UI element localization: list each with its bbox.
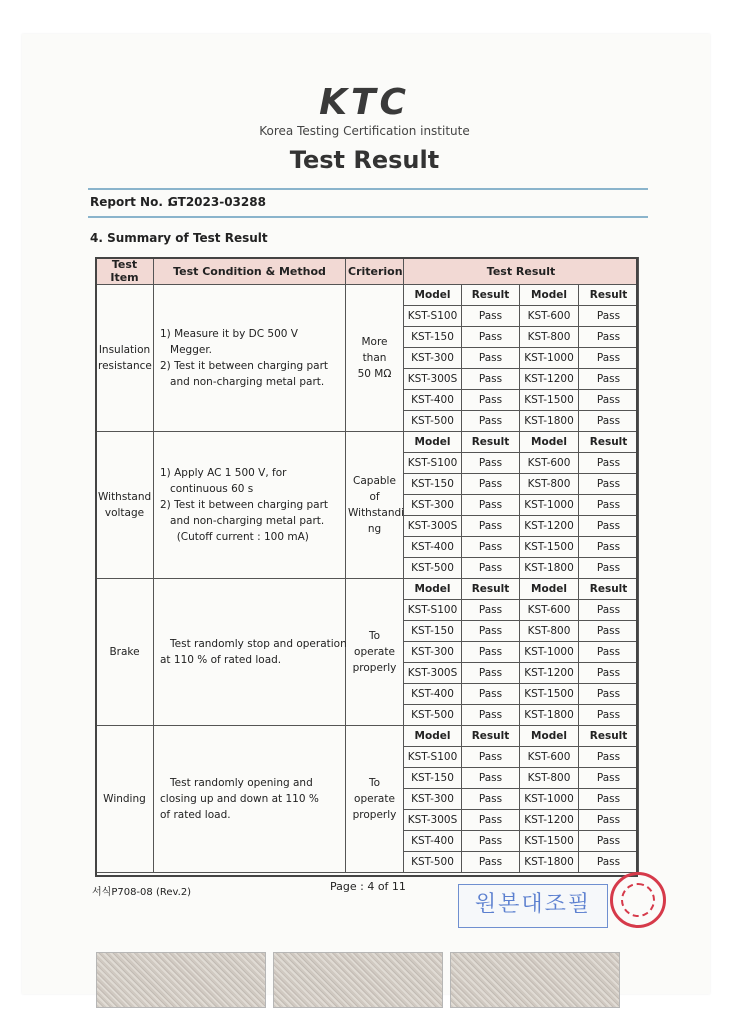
result-cell: Pass xyxy=(579,537,639,558)
result-cell: Pass xyxy=(462,495,520,516)
model-cell: KST-300S xyxy=(404,369,462,390)
model-cell: KST-S100 xyxy=(404,306,462,327)
criterion-cell xyxy=(346,432,404,579)
condition-line: and non-charging metal part. xyxy=(160,376,325,388)
official-seal xyxy=(610,872,666,928)
condition-line: (Cutoff current : 100 mA) xyxy=(160,531,309,543)
test-condition-cell xyxy=(154,726,346,873)
result-cell: Pass xyxy=(579,474,639,495)
result-cell: Pass xyxy=(579,516,639,537)
subheader-result: Result xyxy=(462,285,520,306)
criterion-cell xyxy=(346,726,404,873)
page-title: Test Result xyxy=(289,146,440,174)
header-test-item: Test Item xyxy=(96,258,154,285)
model-cell: KST-1500 xyxy=(520,684,579,705)
model-cell: KST-1800 xyxy=(520,558,579,579)
subheader-model: Model xyxy=(520,726,579,747)
test-condition-cell xyxy=(154,579,346,726)
model-cell: KST-1800 xyxy=(520,411,579,432)
model-cell: KST-500 xyxy=(404,705,462,726)
table-row xyxy=(96,285,639,306)
result-cell: Pass xyxy=(579,852,639,873)
criterion-line: ng xyxy=(367,523,382,535)
model-cell: KST-1000 xyxy=(520,642,579,663)
result-cell: Pass xyxy=(462,390,520,411)
result-cell: Pass xyxy=(462,810,520,831)
result-cell: Pass xyxy=(579,453,639,474)
result-cell: Pass xyxy=(462,789,520,810)
report-number-value: GT2023-03288 xyxy=(168,195,266,209)
criterion-line: properly xyxy=(352,809,397,821)
page-number: Page : 4 of 11 xyxy=(330,880,406,893)
model-cell: KST-300S xyxy=(404,663,462,684)
result-cell: Pass xyxy=(462,642,520,663)
result-cell: Pass xyxy=(579,411,639,432)
test-result-table xyxy=(95,257,639,873)
result-cell: Pass xyxy=(579,684,639,705)
model-cell: KST-150 xyxy=(404,621,462,642)
test-item-cell: Brake xyxy=(96,579,154,726)
model-cell: KST-1500 xyxy=(520,390,579,411)
model-cell: KST-800 xyxy=(520,768,579,789)
result-cell: Pass xyxy=(579,705,639,726)
section-title: 4. Summary of Test Result xyxy=(90,231,268,245)
security-strip xyxy=(450,952,620,1008)
condition-line: at 110 % of rated load. xyxy=(160,654,282,666)
result-cell: Pass xyxy=(579,327,639,348)
model-cell: KST-600 xyxy=(520,600,579,621)
result-cell: Pass xyxy=(462,705,520,726)
report-number-bar xyxy=(88,188,648,218)
security-strip xyxy=(273,952,443,1008)
model-cell: KST-S100 xyxy=(404,747,462,768)
model-cell: KST-1000 xyxy=(520,348,579,369)
condition-line: Test randomly stop and operation xyxy=(160,638,347,650)
model-cell: KST-300 xyxy=(404,348,462,369)
condition-line: 1) Measure it by DC 500 V xyxy=(160,328,298,340)
result-cell: Pass xyxy=(462,747,520,768)
model-cell: KST-300 xyxy=(404,642,462,663)
criterion-line: than xyxy=(362,352,387,364)
condition-line: continuous 60 s xyxy=(160,483,254,495)
subheader-result: Result xyxy=(462,432,520,453)
condition-line: 2) Test it between charging part xyxy=(160,360,329,372)
subheader-result: Result xyxy=(579,579,639,600)
model-cell: KST-400 xyxy=(404,390,462,411)
result-cell: Pass xyxy=(579,747,639,768)
result-cell: Pass xyxy=(462,306,520,327)
criterion-line: To xyxy=(368,630,381,642)
subheader-model: Model xyxy=(404,579,462,600)
model-cell: KST-1500 xyxy=(520,831,579,852)
model-cell: KST-1500 xyxy=(520,537,579,558)
result-cell: Pass xyxy=(579,495,639,516)
table-row xyxy=(96,726,639,747)
result-cell: Pass xyxy=(462,621,520,642)
criterion-line: properly xyxy=(352,662,397,674)
result-cell: Pass xyxy=(579,768,639,789)
result-cell: Pass xyxy=(579,663,639,684)
header-criterion: Criterion xyxy=(346,258,404,285)
subheader-result: Result xyxy=(462,726,520,747)
result-cell: Pass xyxy=(462,600,520,621)
model-cell: KST-150 xyxy=(404,327,462,348)
test-item-cell: Winding xyxy=(96,726,154,873)
criterion-line: More xyxy=(361,336,388,348)
institute-name: Korea Testing Certification institute xyxy=(259,124,470,138)
table-header-row xyxy=(96,258,639,285)
subheader-result: Result xyxy=(579,285,639,306)
subheader-model: Model xyxy=(520,285,579,306)
model-cell: KST-600 xyxy=(520,306,579,327)
subheader-model: Model xyxy=(404,285,462,306)
original-copy-stamp: 원본대조필 xyxy=(458,884,608,928)
result-cell: Pass xyxy=(462,558,520,579)
model-cell: KST-1200 xyxy=(520,810,579,831)
model-cell: KST-1800 xyxy=(520,852,579,873)
result-cell: Pass xyxy=(579,621,639,642)
model-cell: KST-1800 xyxy=(520,705,579,726)
subheader-result: Result xyxy=(462,579,520,600)
condition-line: 2) Test it between charging part xyxy=(160,499,329,511)
criterion-line: 50 MΩ xyxy=(357,368,392,380)
model-cell: KST-400 xyxy=(404,831,462,852)
result-cell: Pass xyxy=(579,831,639,852)
criterion-cell xyxy=(346,285,404,432)
subheader-model: Model xyxy=(404,432,462,453)
criterion-line: Withstandi xyxy=(348,507,405,519)
result-cell: Pass xyxy=(462,831,520,852)
condition-line: of rated load. xyxy=(160,809,231,821)
criterion-line: of xyxy=(369,491,380,503)
result-cell: Pass xyxy=(579,789,639,810)
result-cell: Pass xyxy=(579,810,639,831)
result-cell: Pass xyxy=(462,453,520,474)
test-condition-cell xyxy=(154,432,346,579)
model-cell: KST-1000 xyxy=(520,789,579,810)
ktc-logo xyxy=(0,82,729,123)
subheader-model: Model xyxy=(520,579,579,600)
model-cell: KST-500 xyxy=(404,852,462,873)
criterion-line: operate xyxy=(354,646,395,658)
model-cell: KST-400 xyxy=(404,537,462,558)
model-cell: KST-1200 xyxy=(520,663,579,684)
model-cell: KST-300 xyxy=(404,789,462,810)
report-number-label: Report No. : xyxy=(90,195,172,209)
seal-inner-ring xyxy=(621,883,655,917)
criterion-line: Capable xyxy=(353,475,396,487)
model-cell: KST-800 xyxy=(520,621,579,642)
model-cell: KST-600 xyxy=(520,453,579,474)
test-condition-cell xyxy=(154,285,346,432)
subheader-model: Model xyxy=(520,432,579,453)
model-cell: KST-500 xyxy=(404,558,462,579)
model-cell: KST-800 xyxy=(520,474,579,495)
condition-line: 1) Apply AC 1 500 V, for xyxy=(160,467,287,479)
condition-line: Test randomly opening and xyxy=(160,777,313,789)
model-cell: KST-300S xyxy=(404,516,462,537)
subheader-result: Result xyxy=(579,432,639,453)
result-cell: Pass xyxy=(579,369,639,390)
result-cell: Pass xyxy=(462,516,520,537)
condition-line: closing up and down at 110 % xyxy=(160,793,319,805)
result-cell: Pass xyxy=(462,852,520,873)
result-cell: Pass xyxy=(462,474,520,495)
table-body xyxy=(96,285,639,873)
condition-line: Megger. xyxy=(160,344,213,356)
model-cell: KST-300S xyxy=(404,810,462,831)
model-cell: KST-1000 xyxy=(520,495,579,516)
model-cell: KST-1200 xyxy=(520,516,579,537)
result-cell: Pass xyxy=(579,390,639,411)
model-cell: KST-1200 xyxy=(520,369,579,390)
criterion-line: To xyxy=(368,777,381,789)
model-cell: KST-150 xyxy=(404,768,462,789)
result-cell: Pass xyxy=(462,369,520,390)
model-cell: KST-500 xyxy=(404,411,462,432)
model-cell: KST-150 xyxy=(404,474,462,495)
table-row xyxy=(96,579,639,600)
subheader-result: Result xyxy=(579,726,639,747)
subheader-model: Model xyxy=(404,726,462,747)
model-cell: KST-800 xyxy=(520,327,579,348)
criterion-line: operate xyxy=(354,793,395,805)
criterion-cell xyxy=(346,579,404,726)
header-test-result: Test Result xyxy=(404,258,639,285)
result-cell: Pass xyxy=(579,558,639,579)
result-cell: Pass xyxy=(579,600,639,621)
result-cell: Pass xyxy=(462,537,520,558)
form-code: 서식P708-08 (Rev.2) xyxy=(92,887,192,898)
result-cell: Pass xyxy=(462,663,520,684)
model-cell: KST-300 xyxy=(404,495,462,516)
result-cell: Pass xyxy=(462,327,520,348)
header-test-condition: Test Condition & Method xyxy=(154,258,346,285)
model-cell: KST-S100 xyxy=(404,453,462,474)
model-cell: KST-S100 xyxy=(404,600,462,621)
table-row xyxy=(96,432,639,453)
result-cell: Pass xyxy=(462,684,520,705)
test-item-cell: Withstand voltage xyxy=(96,432,154,579)
result-cell: Pass xyxy=(579,642,639,663)
result-cell: Pass xyxy=(462,411,520,432)
logo-text: KTC xyxy=(319,82,410,123)
result-cell: Pass xyxy=(462,768,520,789)
test-item-cell: Insulation resistance xyxy=(96,285,154,432)
result-cell: Pass xyxy=(462,348,520,369)
security-strip xyxy=(96,952,266,1008)
model-cell: KST-600 xyxy=(520,747,579,768)
result-cell: Pass xyxy=(579,348,639,369)
model-cell: KST-400 xyxy=(404,684,462,705)
result-cell: Pass xyxy=(579,306,639,327)
condition-line: and non-charging metal part. xyxy=(160,515,325,527)
